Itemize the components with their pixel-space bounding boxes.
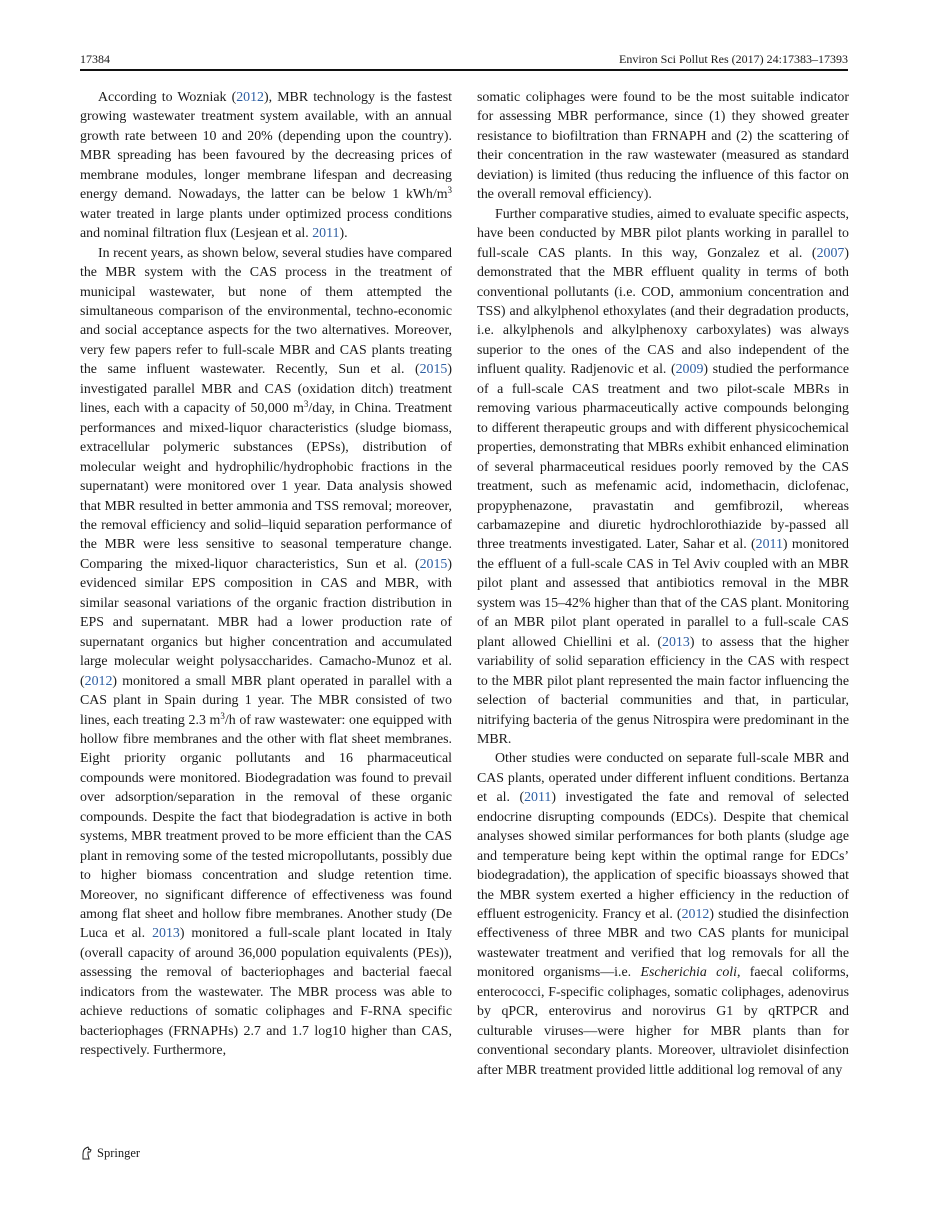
journal-citation: Environ Sci Pollut Res (2017) 24:17383–17393 xyxy=(619,52,848,66)
citation-link[interactable]: 2011 xyxy=(524,790,552,806)
citation-link[interactable]: 2015 xyxy=(419,556,448,572)
right-column xyxy=(477,88,849,1080)
paragraph: somatic coliphages were found to be the most suitable indicator for assessing MBR performance, since (1) they showed greater resistance to biofiltration than FRNAPH and (2) the scattering of their concentration in the raw wastewater (measured as standard deviation) is limited (thus reducing the influence of this factor on the overall removal efficiency). xyxy=(477,90,849,203)
publisher-footer xyxy=(80,1143,140,1163)
citation-link[interactable]: 2011 xyxy=(312,226,340,242)
springer-horse-icon xyxy=(80,1146,93,1160)
paragraph: In recent years, as shown below, several studies have compared the MBR system with the CAS process in the treatment of municipal wastewater, but none of them attempted the simultaneous comparison of the environmental, techno-economic and social acceptance aspects for the two alternatives. Moreover, very few papers refer to full-scale MBR and CAS plants treating the same influent wastewater. Recently, Sun et al. (2015) investigated parallel MBR and CAS (oxidation ditch) treatment lines, each with a capacity of 50,000 $m^3$/day, in China. Treatment performances and mixed-liquor characteristics (sludge biomass, extracellular polymeric substances (EPSs), distribution of molecular weight and hydrophilic/hydrophobic fractions in the supernatant) were monitored over 1 year. Data analysis showed that MBR resulted in better ammonia and TSS removal; moreover, the removal efficiency and solid–liquid separation performance of the MBR were less sensitive to seasonal temperature change. Comparing the mixed-liquor characteristics, Sun et al. (2015) evidenced similar EPS composition in CAS and MBR, with similar seasonal variations of the organic fraction distribution in EPS and supernatant. MBR had a lower production rate of supernatant organics but higher concentration and accumulated large molecular weight polysaccharides. Camacho-Munoz et al. (2012) monitored a small MBR plant operated in parallel with a CAS plant in Spain during 1 year. The MBR consisted of two lines, each treating 2.3 $m^3/h$ of raw wastewater: one equipped with hollow fibre membranes and the other with flat sheet membranes. Eight priority organic pollutants and 16 pharmaceutical compounds were monitored. Biodegradation was found to prevail over adsorption/separation in the removal of these organic compounds. Despite the fact that biodegradation is active in both systems, MBR treatment proved to be more efficient than the CAS plant in removing some of the tested micropollutants, possibly due to higher biomass concentration and sludge retention time. Moreover, no significant difference of effectiveness was found among flat sheet and hollow fibre membranes. Another study (De Luca et al. 2013) monitored a full-scale plant located in Italy (overall capacity of around 36,000 population equivalents (PEs)), assessing the removal of bacteriophages and bacterial faecal indicators from the wastewater. The MBR process was able to achieve reductions of somatic coliphages and F-RNA specific bacteriophages (FRNAPHs) 2.7 and 1.7 log10 higher than CAS, respectively. Furthermore, xyxy=(80,245,453,1059)
paragraph: Further comparative studies, aimed to evaluate specific aspects, have been conducted by MBR pilot plants working in parallel to full-scale CAS plants. In this way, Gonzalez et al. (2007) demonstrated that the MBR effluent quality in terms of both conventional pollutants (i.e. COD, ammonium concentration and TSS) and alkylphenol ethoxylates (and their degradation products, i.e. alkylphenols and alkylphenoxy carboxylates) was always superior to the ones of the CAS and also independent of the influent quality. Radjenovic et al. (2009) studied the performance of a full-scale CAS treatment and two pilot-scale MBRs in removing various pharmaceutically active compounds belonging to different therapeutic groups and with different physicochemical properties, demonstrating that MBRs exhibit enhanced elimination of several pharmaceutical residues poorly removed by the CAS treatment, such as mefenamic acid, indomethacin, diclofenac, propyphenazone, pravastatin and gemfibrozil, whereas carbamazepine and diuretic hydrochlorothiazide by-passed all three treatments investigated. Later, Sahar et al. (2011) monitored the effluent of a full-scale CAS in Tel Aviv coupled with an MBR pilot plant and assessed that antibiotics removal in the MBR system was 15–42% higher than that of the CAS plant. Monitoring of an MBR pilot plant operated in parallel to a full-scale CAS plant allowed Chiellini et al. (2013) to assess that the higher variability of solid separation efficiency in the CAS with respect to the MBR pilot plant represented the main factor influencing the selection of bacterial communities and that, in particular, nitrifying bacteria of the genus Nitrospira were predominant in the MBR. xyxy=(477,206,849,747)
citation-link[interactable]: 2009 xyxy=(675,362,704,378)
citation-link[interactable]: 2011 xyxy=(755,537,783,553)
page-number: 17384 xyxy=(80,52,110,66)
publisher-name: Springer xyxy=(97,1145,141,1160)
header-rule xyxy=(80,69,848,71)
citation-link[interactable]: 2012 xyxy=(681,907,710,923)
left-column xyxy=(80,88,452,1061)
citation-link[interactable]: 2012 xyxy=(236,90,264,105)
citation-link[interactable]: 2007 xyxy=(816,245,845,261)
citation-link[interactable]: 2015 xyxy=(419,362,448,378)
citation-link[interactable]: 2013 xyxy=(152,926,180,942)
paragraph: Other studies were conducted on separate full-scale MBR and CAS plants, operated under different influent conditions. Bertanza et al. (2011) investigated the fate and removal of selected endocrine disrupting compounds (EDCs). Despite that chemical analyses showed similar performances for both plants (sludge age and temperature being kept within the optimal range for EDCs’ biodegradation), the application of specific bioassays showed that the MBR system exerted a higher efficiency in the reduction of effluent estrogenicity. Francy et al. (2012) studied the disinfection effectiveness of three MBR and two CAS plants for municipal wastewater treatment and verified that log removals for all the monitored organisms—i.e. Escherichia coli, faecal coliforms, enterococci, F-specific coliphages, somatic coliphages, adenovirus by qPCR, enterovirus and norovirus G1 by qRTPCR and culturable viruses—were higher for MBR plants than for conventional secondary plants. Moreover, ultraviolet disinfection after MBR treatment provided little additional log removal of any xyxy=(477,751,849,1078)
paragraph: According to Wozniak (2012), MBR technology is the fastest growing wastewater treatment system available, with an annual growth rate between 10 and 20% (depending upon the country). MBR spreading has been favoured by the decreasing prices of membrane modules, longer membrane lifespan and decreasing energy demand. Nowadays, the latter can be below 1 kWh/$m^3$ water treated in large plants under optimized process conditions and nominal filtration flux (Lesjean et al. 2011). xyxy=(80,90,453,242)
citation-link[interactable]: 2012 xyxy=(84,673,113,689)
citation-link[interactable]: 2013 xyxy=(662,634,690,650)
